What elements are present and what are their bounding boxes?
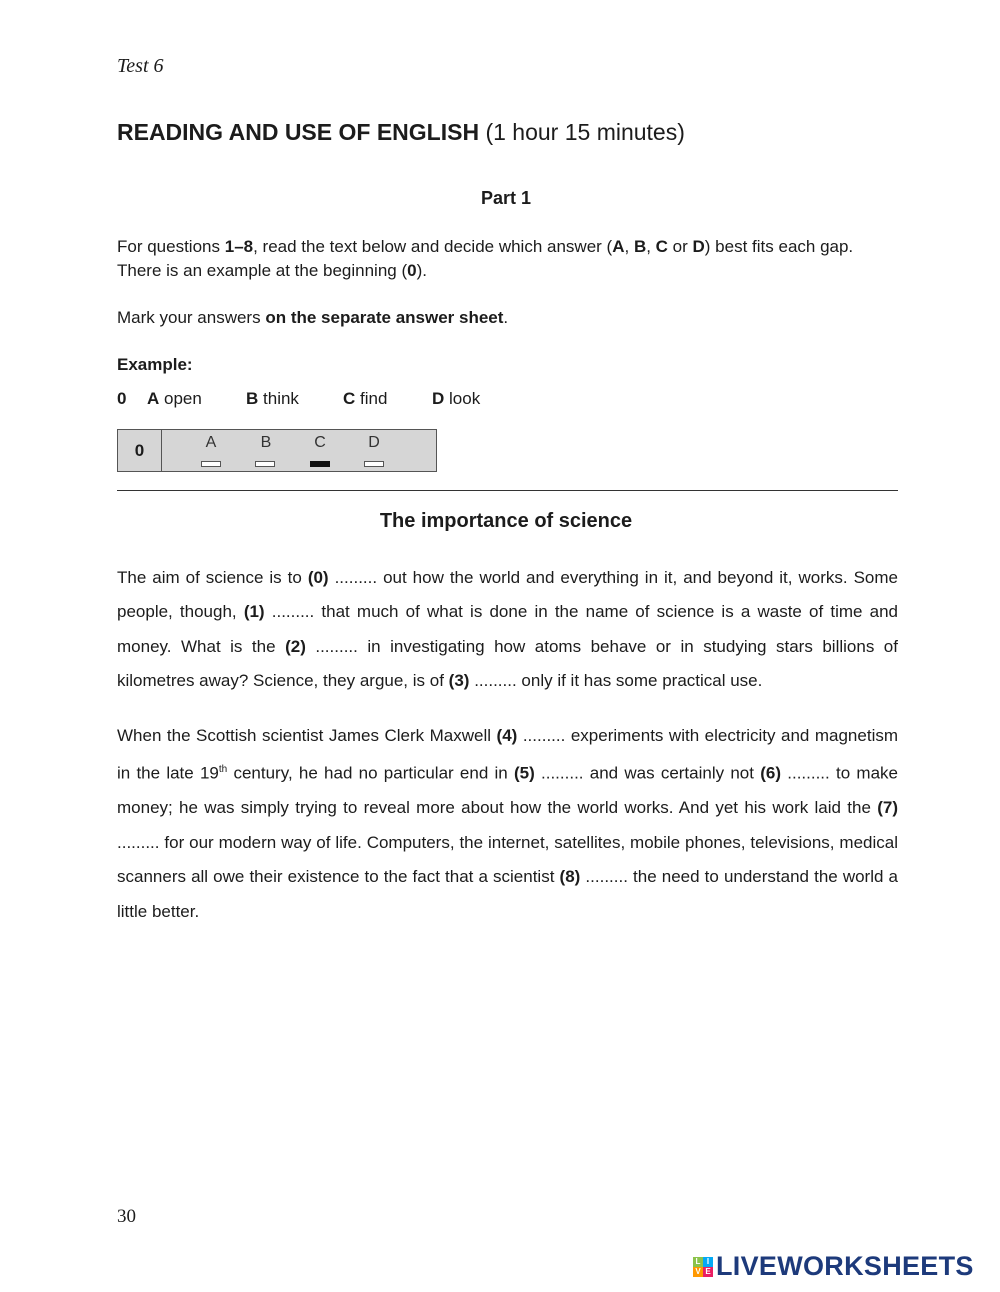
text-paragraph-1 [117,561,898,699]
text-title: The importance of science [379,510,633,532]
page-number: 30 [117,1206,136,1227]
logo-text: LIVEWORKSHEETS [716,1251,974,1281]
answer-lozenge-c[interactable] [310,461,330,467]
text-run: that much of what is done in the name of science is a waste of time and money. What is the [117,602,898,656]
example-number: 0 [117,389,127,408]
text-run: for our modern way of life. Computers, the internet, satellites, mobile phones, televisions, medical scanners all owe their existence to the fact that a scientist [117,832,898,887]
instr-letter-d: D [692,237,705,256]
option-letter: C [343,389,356,408]
instr-letter-a: A [612,237,625,256]
answer-letter-c: C [314,434,326,451]
gap-number-3: (3) [448,671,470,691]
logo-grid-cell: I [703,1257,713,1267]
section-divider [117,490,898,491]
answer-lozenge-d[interactable] [364,461,384,467]
instr-text: For questions [117,237,225,256]
text-run: The aim of science is to [117,568,308,587]
logo-grid-cell: V [693,1267,703,1277]
instr-text: or [667,237,693,256]
page-title [117,119,685,146]
option-letter: A [147,389,160,408]
instr-text: , read the text below and decide which answer ( [253,237,613,256]
answer-letter-a: A [205,434,217,451]
gap-8[interactable]: ......... [585,867,628,887]
answer-lozenge-b[interactable] [255,461,275,467]
gap-number-4: (4) [496,726,518,745]
liveworksheets-logo[interactable] [693,1251,974,1282]
option-letter: B [246,389,259,408]
mark-text: . [503,308,509,327]
example-label: Example: [117,355,193,374]
gap-2[interactable]: ......... [315,636,358,656]
instr-text: ) best fits each gap. [704,237,854,256]
gap-3[interactable]: ......... [474,671,517,691]
instr-text: , [646,237,656,256]
answer-letter-b: B [260,434,272,451]
example-answer-sheet [117,429,437,472]
example-options [117,389,126,409]
gap-4[interactable]: ......... [522,726,566,745]
text-run: experiments with electricity and magnetism in the late 19 [117,726,899,784]
instr-letter-c: C [655,237,668,256]
instr-questions: 1–8 [224,237,254,256]
gap-6[interactable]: ......... [787,764,830,784]
text-run: When the Scottish scientist James Clerk Maxwell [117,726,497,745]
running-header: Test 6 [117,55,164,77]
gap-5[interactable]: ......... [541,764,584,784]
text-run: century, he had no particular end in [227,764,514,784]
page-title-duration: (1 hour 15 minutes) [485,119,685,145]
text-run: the need to understand the world a little better. [117,867,899,921]
gap-number-5: (5) [514,764,535,784]
text-run: and was certainly not [583,764,761,784]
logo-grid-cell: L [693,1257,703,1267]
option-word: find [360,389,388,408]
gap-number-7: (7) [877,798,898,818]
option-word: look [449,389,481,408]
gap-number-0: (0) [307,568,329,587]
gap-number-1: (1) [243,602,265,622]
text-run: out how the world and everything in it, and beyond it, works. Some people, though, [117,568,898,622]
instructions [117,235,901,283]
gap-number-6: (6) [760,764,782,784]
answer-lozenge-a[interactable] [201,461,221,467]
instr-example-num: 0 [407,261,417,280]
option-word: think [263,389,299,408]
gap-0[interactable]: ......... [334,568,378,587]
instr-text: , [624,237,634,256]
text-run: only if it has some practical use. [516,671,763,691]
instr-text: ). [416,261,427,280]
instr-letter-b: B [633,237,647,256]
example-option-a [147,389,202,409]
example-option-d [432,389,480,409]
text-run: in investigating how atoms behave or in studying stars billions of kilometres away? Science, they argue, is of [117,636,898,691]
option-word: open [164,389,202,408]
answer-letter-d: D [368,434,380,451]
part-heading: Part 1 [480,188,532,208]
mark-bold: on the separate answer sheet [265,308,504,327]
gap-number-8: (8) [559,867,581,887]
gap-1[interactable]: ......... [271,602,315,622]
gap-number-2: (2) [285,636,306,656]
mark-text: Mark your answers [117,308,266,327]
text-run: to make money; he was simply trying to reveal more about how the world works. And yet his work laid the [117,764,898,818]
text-paragraph-2 [117,719,898,929]
gap-7[interactable]: ......... [117,832,160,852]
example-option-c [343,389,387,409]
example-option-b [246,389,299,409]
option-letter: D [432,389,445,408]
superscript: th [218,764,228,776]
mark-instruction [117,306,901,330]
page-title-bold: READING AND USE OF ENGLISH [117,119,480,145]
instr-text: There is an example at the beginning ( [117,261,408,280]
answer-sheet-number: 0 [118,430,162,471]
logo-grid-icon [693,1257,713,1277]
logo-grid-cell: E [703,1267,713,1277]
